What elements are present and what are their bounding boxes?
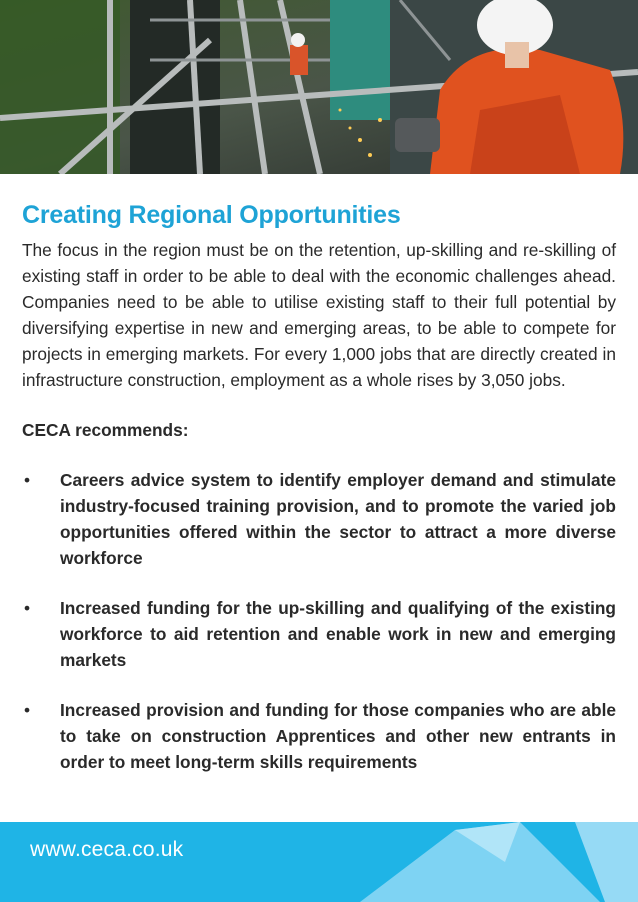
bullet-icon: •: [24, 470, 31, 490]
article-intro: The focus in the region must be on the retention, up-skilling and re-skilling of existing staff in order to be able to deal with the economic challenges ahead. Companies need to be able to utilise existing staff to their full potential by diversifying expertise in new and emerging areas, to be able to compete for projects in emerging markets. For every 1,000 jobs that are directly created in infrastructure construction, employment as a whole rises by 3,050 jobs.: [22, 240, 616, 390]
bullet-icon: •: [24, 700, 31, 720]
recommendation-text: Increased provision and funding for those companies who are able to take on construction Apprentices and other new entrants in order to meet long-term skills requirements: [60, 700, 616, 772]
recommendation-text: Increased funding for the up-skilling and qualifying of the existing workforce to aid retention and enable work in new and emerging markets: [60, 598, 616, 670]
recommendation-item: [22, 467, 616, 571]
recommendation-item: [22, 697, 616, 775]
footer-band: [0, 822, 638, 902]
website-link[interactable]: www.ceca.co.uk: [30, 838, 184, 861]
hero-photo: [0, 0, 638, 174]
recommendation-item: [22, 595, 616, 673]
article: [22, 198, 616, 799]
footer-decoration: [0, 822, 638, 902]
bullet-icon: •: [24, 598, 31, 618]
article-title: Creating Regional Opportunities: [22, 201, 401, 229]
recommendation-text: Careers advice system to identify employer demand and stimulate industry-focused training provision, and to promote the varied job opportunities offered within the sector to attract a more diverse workforce: [60, 470, 616, 568]
recommends-heading: CECA recommends:: [22, 420, 189, 440]
hero-photo-illustration: [0, 0, 638, 174]
recommendations-list: [22, 467, 616, 775]
